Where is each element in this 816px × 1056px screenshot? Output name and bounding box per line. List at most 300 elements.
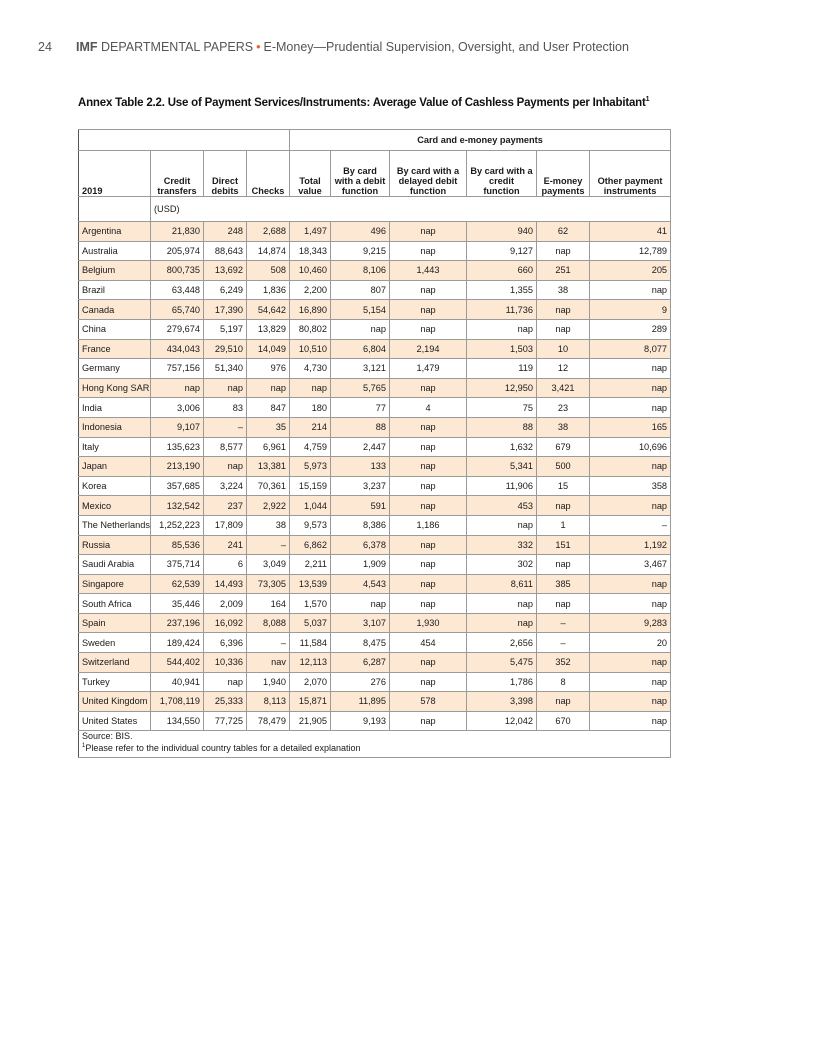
- value-cell: nap: [467, 319, 537, 339]
- table-row: [79, 261, 671, 281]
- value-cell: nap: [390, 496, 467, 516]
- value-cell: 12,042: [467, 711, 537, 731]
- table-row: [79, 613, 671, 633]
- value-cell: 1,497: [290, 222, 331, 242]
- value-cell: 38: [537, 280, 590, 300]
- country-cell: South Africa: [79, 594, 151, 614]
- value-cell: 12: [537, 359, 590, 379]
- value-cell: 1,708,119: [151, 692, 204, 712]
- unit-row-blank: [79, 197, 151, 222]
- page-number: 24: [38, 40, 52, 54]
- value-cell: nap: [537, 496, 590, 516]
- value-cell: 9,127: [467, 241, 537, 261]
- value-cell: nap: [390, 437, 467, 457]
- value-cell: 9,107: [151, 417, 204, 437]
- value-cell: 4,543: [331, 574, 390, 594]
- value-cell: nap: [390, 594, 467, 614]
- country-cell: Russia: [79, 535, 151, 555]
- value-cell: 9,573: [290, 515, 331, 535]
- value-cell: nap: [390, 280, 467, 300]
- column-header-checks: Checks: [247, 151, 290, 197]
- value-cell: 16,092: [204, 613, 247, 633]
- country-cell: United Kingdom: [79, 692, 151, 712]
- table-row: [79, 457, 671, 477]
- value-cell: 12,789: [590, 241, 671, 261]
- value-cell: 88,643: [204, 241, 247, 261]
- value-cell: 38: [247, 515, 290, 535]
- country-cell: Argentina: [79, 222, 151, 242]
- value-cell: 5,037: [290, 613, 331, 633]
- country-cell: Belgium: [79, 261, 151, 281]
- table-row: [79, 633, 671, 653]
- value-cell: 1,836: [247, 280, 290, 300]
- value-cell: 38: [537, 417, 590, 437]
- value-cell: 13,692: [204, 261, 247, 281]
- value-cell: 25,333: [204, 692, 247, 712]
- series-name-rest: DEPARTMENTAL PAPERS: [97, 40, 254, 54]
- value-cell: nap: [390, 653, 467, 673]
- column-header-year: 2019: [79, 151, 151, 197]
- value-cell: 15,159: [290, 476, 331, 496]
- value-cell: nap: [390, 476, 467, 496]
- value-cell: nap: [247, 378, 290, 398]
- value-cell: 80,802: [290, 319, 331, 339]
- column-header-credit-card: By card with a credit function: [467, 151, 537, 197]
- value-cell: 358: [590, 476, 671, 496]
- value-cell: 11,736: [467, 300, 537, 320]
- value-cell: 3,421: [537, 378, 590, 398]
- value-cell: 3,224: [204, 476, 247, 496]
- value-cell: 3,107: [331, 613, 390, 633]
- value-cell: 660: [467, 261, 537, 281]
- value-cell: 6,862: [290, 535, 331, 555]
- value-cell: nap: [390, 672, 467, 692]
- value-cell: nap: [537, 319, 590, 339]
- value-cell: 1,909: [331, 555, 390, 575]
- country-cell: Hong Kong SAR: [79, 378, 151, 398]
- value-cell: 807: [331, 280, 390, 300]
- value-cell: 135,623: [151, 437, 204, 457]
- value-cell: nap: [390, 378, 467, 398]
- value-cell: 3,467: [590, 555, 671, 575]
- value-cell: nap: [590, 398, 671, 418]
- value-cell: nap: [537, 692, 590, 712]
- value-cell: 189,424: [151, 633, 204, 653]
- value-cell: 976: [247, 359, 290, 379]
- value-cell: 454: [390, 633, 467, 653]
- value-cell: nap: [331, 319, 390, 339]
- table-row: [79, 496, 671, 516]
- value-cell: 119: [467, 359, 537, 379]
- payments-table: [78, 129, 671, 758]
- value-cell: 134,550: [151, 711, 204, 731]
- value-cell: 679: [537, 437, 590, 457]
- column-header-emoney: E-money payments: [537, 151, 590, 197]
- column-header-other-instruments: Other payment instruments: [590, 151, 671, 197]
- table-row: [79, 398, 671, 418]
- value-cell: 17,390: [204, 300, 247, 320]
- value-cell: 302: [467, 555, 537, 575]
- value-cell: –: [247, 633, 290, 653]
- value-cell: nav: [247, 653, 290, 673]
- value-cell: nap: [390, 241, 467, 261]
- value-cell: 14,049: [247, 339, 290, 359]
- value-cell: 8,611: [467, 574, 537, 594]
- value-cell: 8,113: [247, 692, 290, 712]
- value-cell: 332: [467, 535, 537, 555]
- value-cell: 289: [590, 319, 671, 339]
- value-cell: 10,460: [290, 261, 331, 281]
- value-cell: 2,656: [467, 633, 537, 653]
- table-row: [79, 280, 671, 300]
- value-cell: 6,249: [204, 280, 247, 300]
- value-cell: 35: [247, 417, 290, 437]
- value-cell: nap: [151, 378, 204, 398]
- value-cell: 578: [390, 692, 467, 712]
- value-cell: 1,503: [467, 339, 537, 359]
- value-cell: nap: [590, 457, 671, 477]
- country-cell: Germany: [79, 359, 151, 379]
- value-cell: 9,193: [331, 711, 390, 731]
- country-cell: Canada: [79, 300, 151, 320]
- value-cell: 88: [467, 417, 537, 437]
- table-row: [79, 515, 671, 535]
- value-cell: nap: [590, 672, 671, 692]
- value-cell: 8,577: [204, 437, 247, 457]
- value-cell: 133: [331, 457, 390, 477]
- footnote-mark: 1: [82, 742, 86, 749]
- value-cell: nap: [390, 535, 467, 555]
- value-cell: 75: [467, 398, 537, 418]
- value-cell: 11,895: [331, 692, 390, 712]
- country-cell: Indonesia: [79, 417, 151, 437]
- value-cell: 132,542: [151, 496, 204, 516]
- value-cell: 3,237: [331, 476, 390, 496]
- value-cell: nap: [590, 280, 671, 300]
- value-cell: 13,381: [247, 457, 290, 477]
- value-cell: 6,396: [204, 633, 247, 653]
- value-cell: 40,941: [151, 672, 204, 692]
- value-cell: 70,361: [247, 476, 290, 496]
- page-header: [38, 40, 778, 54]
- value-cell: 1,355: [467, 280, 537, 300]
- value-cell: 12,950: [467, 378, 537, 398]
- blank-group-cell: [79, 130, 290, 151]
- value-cell: 214: [290, 417, 331, 437]
- value-cell: 352: [537, 653, 590, 673]
- country-cell: Brazil: [79, 280, 151, 300]
- value-cell: 5,973: [290, 457, 331, 477]
- value-cell: 78,479: [247, 711, 290, 731]
- value-cell: 14,874: [247, 241, 290, 261]
- country-cell: United States: [79, 711, 151, 731]
- value-cell: 4,759: [290, 437, 331, 457]
- table-row: [79, 222, 671, 242]
- value-cell: 11,584: [290, 633, 331, 653]
- value-cell: 2,922: [247, 496, 290, 516]
- value-cell: nap: [590, 359, 671, 379]
- paper-subtitle: E-Money—Prudential Supervision, Oversight, and User Protection: [263, 40, 629, 54]
- table-title: [78, 96, 718, 109]
- table-row: [79, 535, 671, 555]
- value-cell: 9,215: [331, 241, 390, 261]
- value-cell: 8,077: [590, 339, 671, 359]
- value-cell: 2,194: [390, 339, 467, 359]
- value-cell: 3,049: [247, 555, 290, 575]
- value-cell: nap: [390, 319, 467, 339]
- value-cell: 20: [590, 633, 671, 653]
- country-cell: Mexico: [79, 496, 151, 516]
- value-cell: –: [537, 633, 590, 653]
- value-cell: 41: [590, 222, 671, 242]
- table-group-header-row: [79, 130, 671, 151]
- value-cell: 13,539: [290, 574, 331, 594]
- value-cell: 8,088: [247, 613, 290, 633]
- value-cell: 3,121: [331, 359, 390, 379]
- value-cell: 213,190: [151, 457, 204, 477]
- value-cell: 508: [247, 261, 290, 281]
- value-cell: 241: [204, 535, 247, 555]
- value-cell: 496: [331, 222, 390, 242]
- value-cell: 670: [537, 711, 590, 731]
- value-cell: 6,961: [247, 437, 290, 457]
- value-cell: nap: [590, 496, 671, 516]
- value-cell: 1,786: [467, 672, 537, 692]
- value-cell: –: [247, 535, 290, 555]
- value-cell: 23: [537, 398, 590, 418]
- value-cell: 3,006: [151, 398, 204, 418]
- value-cell: 205: [590, 261, 671, 281]
- bullet-separator: •: [256, 40, 261, 54]
- value-cell: nap: [590, 574, 671, 594]
- table-row: [79, 437, 671, 457]
- value-cell: 591: [331, 496, 390, 516]
- value-cell: 9: [590, 300, 671, 320]
- value-cell: nap: [204, 457, 247, 477]
- table-row: [79, 574, 671, 594]
- table-row: [79, 241, 671, 261]
- value-cell: 205,974: [151, 241, 204, 261]
- value-cell: nap: [590, 692, 671, 712]
- value-cell: 180: [290, 398, 331, 418]
- value-cell: 6,804: [331, 339, 390, 359]
- value-cell: nap: [537, 594, 590, 614]
- value-cell: 6,287: [331, 653, 390, 673]
- value-cell: –: [537, 613, 590, 633]
- value-cell: 6,378: [331, 535, 390, 555]
- country-cell: Switzerland: [79, 653, 151, 673]
- column-header-credit-transfers: Credit transfers: [151, 151, 204, 197]
- footnote-line: [82, 743, 667, 754]
- value-cell: 4: [390, 398, 467, 418]
- value-cell: 1,192: [590, 535, 671, 555]
- value-cell: 10: [537, 339, 590, 359]
- value-cell: 3,398: [467, 692, 537, 712]
- value-cell: 62: [537, 222, 590, 242]
- value-cell: nap: [390, 711, 467, 731]
- value-cell: 1,479: [390, 359, 467, 379]
- value-cell: 62,539: [151, 574, 204, 594]
- value-cell: 73,305: [247, 574, 290, 594]
- source-note: [79, 731, 671, 758]
- column-header-direct-debits: Direct debits: [204, 151, 247, 197]
- value-cell: 1,570: [290, 594, 331, 614]
- value-cell: 21,905: [290, 711, 331, 731]
- country-cell: Spain: [79, 613, 151, 633]
- value-cell: 279,674: [151, 319, 204, 339]
- value-cell: 385: [537, 574, 590, 594]
- table-row: [79, 359, 671, 379]
- unit-row: [79, 197, 671, 222]
- table-row: [79, 672, 671, 692]
- value-cell: nap: [290, 378, 331, 398]
- table-row: [79, 319, 671, 339]
- column-header-debit-card: By card with a debit function: [331, 151, 390, 197]
- value-cell: 15,871: [290, 692, 331, 712]
- value-cell: 85,536: [151, 535, 204, 555]
- value-cell: –: [590, 515, 671, 535]
- value-cell: nap: [590, 594, 671, 614]
- value-cell: nap: [537, 300, 590, 320]
- table-row: [79, 594, 671, 614]
- table-row: [79, 378, 671, 398]
- value-cell: 83: [204, 398, 247, 418]
- value-cell: 276: [331, 672, 390, 692]
- value-cell: 251: [537, 261, 590, 281]
- country-cell: France: [79, 339, 151, 359]
- country-cell: Korea: [79, 476, 151, 496]
- value-cell: nap: [390, 555, 467, 575]
- value-cell: 1: [537, 515, 590, 535]
- table-row: [79, 417, 671, 437]
- table-title-text: Annex Table 2.2. Use of Payment Services/Instruments: Average Value of Cashless Payments per Inhabitant: [78, 96, 646, 109]
- value-cell: 5,197: [204, 319, 247, 339]
- table-column-header-row: [79, 151, 671, 197]
- value-cell: 21,830: [151, 222, 204, 242]
- value-cell: nap: [390, 222, 467, 242]
- country-cell: India: [79, 398, 151, 418]
- value-cell: nap: [537, 241, 590, 261]
- country-cell: Italy: [79, 437, 151, 457]
- table-row: [79, 339, 671, 359]
- value-cell: nap: [467, 613, 537, 633]
- value-cell: 10,336: [204, 653, 247, 673]
- table-row: [79, 555, 671, 575]
- value-cell: 18,343: [290, 241, 331, 261]
- table-row: [79, 300, 671, 320]
- country-cell: China: [79, 319, 151, 339]
- value-cell: 63,448: [151, 280, 204, 300]
- country-cell: Japan: [79, 457, 151, 477]
- value-cell: 77: [331, 398, 390, 418]
- value-cell: nap: [590, 711, 671, 731]
- value-cell: 15: [537, 476, 590, 496]
- value-cell: 164: [247, 594, 290, 614]
- value-cell: 940: [467, 222, 537, 242]
- value-cell: 16,890: [290, 300, 331, 320]
- value-cell: –: [204, 417, 247, 437]
- value-cell: 10,696: [590, 437, 671, 457]
- value-cell: nap: [590, 378, 671, 398]
- value-cell: 29,510: [204, 339, 247, 359]
- country-cell: Australia: [79, 241, 151, 261]
- value-cell: 1,252,223: [151, 515, 204, 535]
- footnote-text: Please refer to the individual country tables for a detailed explanation: [85, 742, 361, 753]
- value-cell: 2,447: [331, 437, 390, 457]
- value-cell: 357,685: [151, 476, 204, 496]
- value-cell: 88: [331, 417, 390, 437]
- value-cell: 14,493: [204, 574, 247, 594]
- value-cell: 453: [467, 496, 537, 516]
- value-cell: 8,106: [331, 261, 390, 281]
- table-title-footnote-mark: 1: [645, 96, 650, 103]
- value-cell: 13,829: [247, 319, 290, 339]
- value-cell: 2,200: [290, 280, 331, 300]
- unit-label: (USD): [151, 197, 671, 222]
- value-cell: 77,725: [204, 711, 247, 731]
- value-cell: 5,475: [467, 653, 537, 673]
- value-cell: 544,402: [151, 653, 204, 673]
- value-cell: nap: [537, 555, 590, 575]
- country-cell: Singapore: [79, 574, 151, 594]
- value-cell: 5,154: [331, 300, 390, 320]
- value-cell: nap: [390, 300, 467, 320]
- table-row: [79, 692, 671, 712]
- country-cell: Saudi Arabia: [79, 555, 151, 575]
- value-cell: 1,186: [390, 515, 467, 535]
- column-header-delayed-debit-card: By card with a delayed debit function: [390, 151, 467, 197]
- value-cell: 2,211: [290, 555, 331, 575]
- table-row: [79, 711, 671, 731]
- value-cell: nap: [331, 594, 390, 614]
- source-text: Source: BIS.: [82, 731, 133, 742]
- value-cell: 237: [204, 496, 247, 516]
- value-cell: 1,044: [290, 496, 331, 516]
- value-cell: 1,940: [247, 672, 290, 692]
- value-cell: 35,446: [151, 594, 204, 614]
- value-cell: nap: [390, 457, 467, 477]
- value-cell: 237,196: [151, 613, 204, 633]
- value-cell: 1,443: [390, 261, 467, 281]
- value-cell: 165: [590, 417, 671, 437]
- value-cell: 8,386: [331, 515, 390, 535]
- value-cell: 5,765: [331, 378, 390, 398]
- country-cell: Sweden: [79, 633, 151, 653]
- value-cell: nap: [390, 574, 467, 594]
- series-name: IMF: [76, 40, 98, 54]
- country-cell: The Netherlands: [79, 515, 151, 535]
- table-row: [79, 476, 671, 496]
- table-row: [79, 653, 671, 673]
- country-cell: Turkey: [79, 672, 151, 692]
- value-cell: 6: [204, 555, 247, 575]
- value-cell: 500: [537, 457, 590, 477]
- value-cell: 800,735: [151, 261, 204, 281]
- value-cell: 434,043: [151, 339, 204, 359]
- value-cell: nap: [467, 594, 537, 614]
- value-cell: nap: [390, 417, 467, 437]
- value-cell: 51,340: [204, 359, 247, 379]
- value-cell: 8,475: [331, 633, 390, 653]
- value-cell: 8: [537, 672, 590, 692]
- value-cell: 2,688: [247, 222, 290, 242]
- value-cell: 248: [204, 222, 247, 242]
- value-cell: nap: [467, 515, 537, 535]
- value-cell: 9,283: [590, 613, 671, 633]
- value-cell: 757,156: [151, 359, 204, 379]
- value-cell: 65,740: [151, 300, 204, 320]
- value-cell: 5,341: [467, 457, 537, 477]
